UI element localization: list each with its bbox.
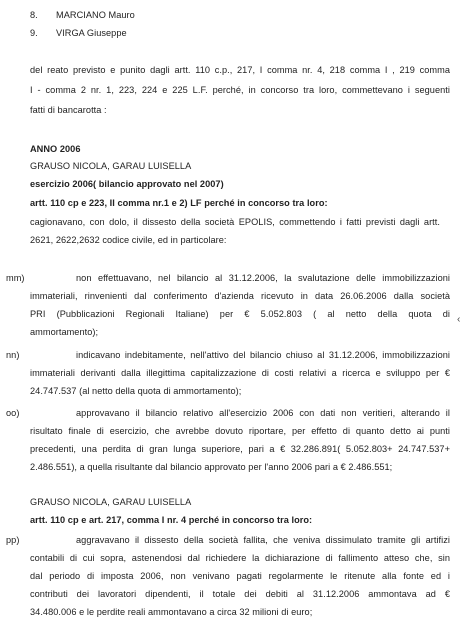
intro-line: I - comma 2 nr. 1, 223, 224 e 225 L.F. perché, in concorso tra loro, commettevano i seguenti [30,85,450,95]
charge-description: 2621, 2622,2632 codice civile, ed in particolare: [30,235,227,245]
item-line: ammortamento); [30,327,99,337]
item-line: aggravavano il dissesto della società fallita, che veniva dissimulato tramite gli artifizi [76,535,450,545]
item-line: immateriali, rinvenienti dal conferimento d'azienda ricevuto in data 26.06.2006 dalla società [30,291,450,301]
articles-heading: artt. 110 cp e art. 217, comma I nr. 4 perché in concorso tra loro: [30,515,313,525]
list-item-number: 8. [30,10,38,20]
item-label: mm) [6,273,25,283]
articles-heading: artt. 110 cp e 223, II comma nr.1 e 2) LF perché in concorso tra loro: [30,198,328,208]
exercise-heading: esercizio 2006( bilancio approvato nel 2007) [30,179,224,189]
item-line: risultato finale di esercizio, che avrebbe dovuto riportare, per effetto di quanto detto ai punti [30,426,450,436]
list-item-number: 9. [30,28,38,38]
handwritten-mark: ‹ [457,314,461,325]
item-line: PRI (Pubblicazioni Regionali Italiane) per € 5.052.803 ( al netto della quota di [30,309,450,319]
item-line: 34.480.006 e le perdite reali ammontavano a circa 32 milioni di euro; [30,607,313,617]
item-line: contabili di cui sopra, astenendosi dal richiedere la dichiarazione di fallimento atteso che, sin [30,553,450,563]
item-line: 2.486.551), a quella risultante dal bilancio approvato per l'anno 2006 pari a € 2.486.551; [30,462,393,472]
item-line: non effettuavano, nel bilancio al 31.12.2006, la svalutazione delle immobilizzazioni [76,273,450,283]
defendant-names: GRAUSO NICOLA, GARAU LUISELLA [30,497,192,507]
item-label: pp) [6,535,20,545]
section-year: ANNO 2006 [30,144,81,154]
item-line: 24.747.537 (al netto della quota di ammortamento); [30,386,242,396]
defendant-names: GRAUSO NICOLA, GARAU LUISELLA [30,161,192,171]
item-line: dal periodo di imposta 2006, non venivano pagati regolarmente le ritenute alla fonte ed i [30,571,450,581]
intro-line: del reato previsto e punito dagli artt. 110 c.p., 217, I comma nr. 4, 218 comma I , 219 comma [30,65,450,75]
item-label: oo) [6,408,20,418]
item-line: contributi dei lavoratori dipendenti, il totale dei debiti al 31.12.2006 ammontava ad € [30,589,450,599]
charge-description: cagionavano, con dolo, il dissesto della società EPOLIS, commettendo i fatti previsti dagli artt. [30,217,440,227]
item-line: precedenti, una perdita di gran lunga superiore, pari a € 32.286.891( 5.052.803+ 24.747.537+ [30,444,450,454]
item-line: indicavano indebitamente, nell'attivo del bilancio chiuso al 31.12.2006, immobilizzazioni [76,350,450,360]
list-item-name: VIRGA Giuseppe [56,28,127,38]
item-line: immateriali derivanti dalla illegittima capitalizzazione di costi relativi a ricerca e sviluppo per € [30,368,450,378]
list-item-name: MARCIANO Mauro [56,10,135,20]
item-label: nn) [6,350,20,360]
item-line: approvavano il bilancio relativo all'esercizio 2006 con dati non veritieri, alterando il [76,408,450,418]
intro-line: fatti di bancarotta : [30,105,107,115]
